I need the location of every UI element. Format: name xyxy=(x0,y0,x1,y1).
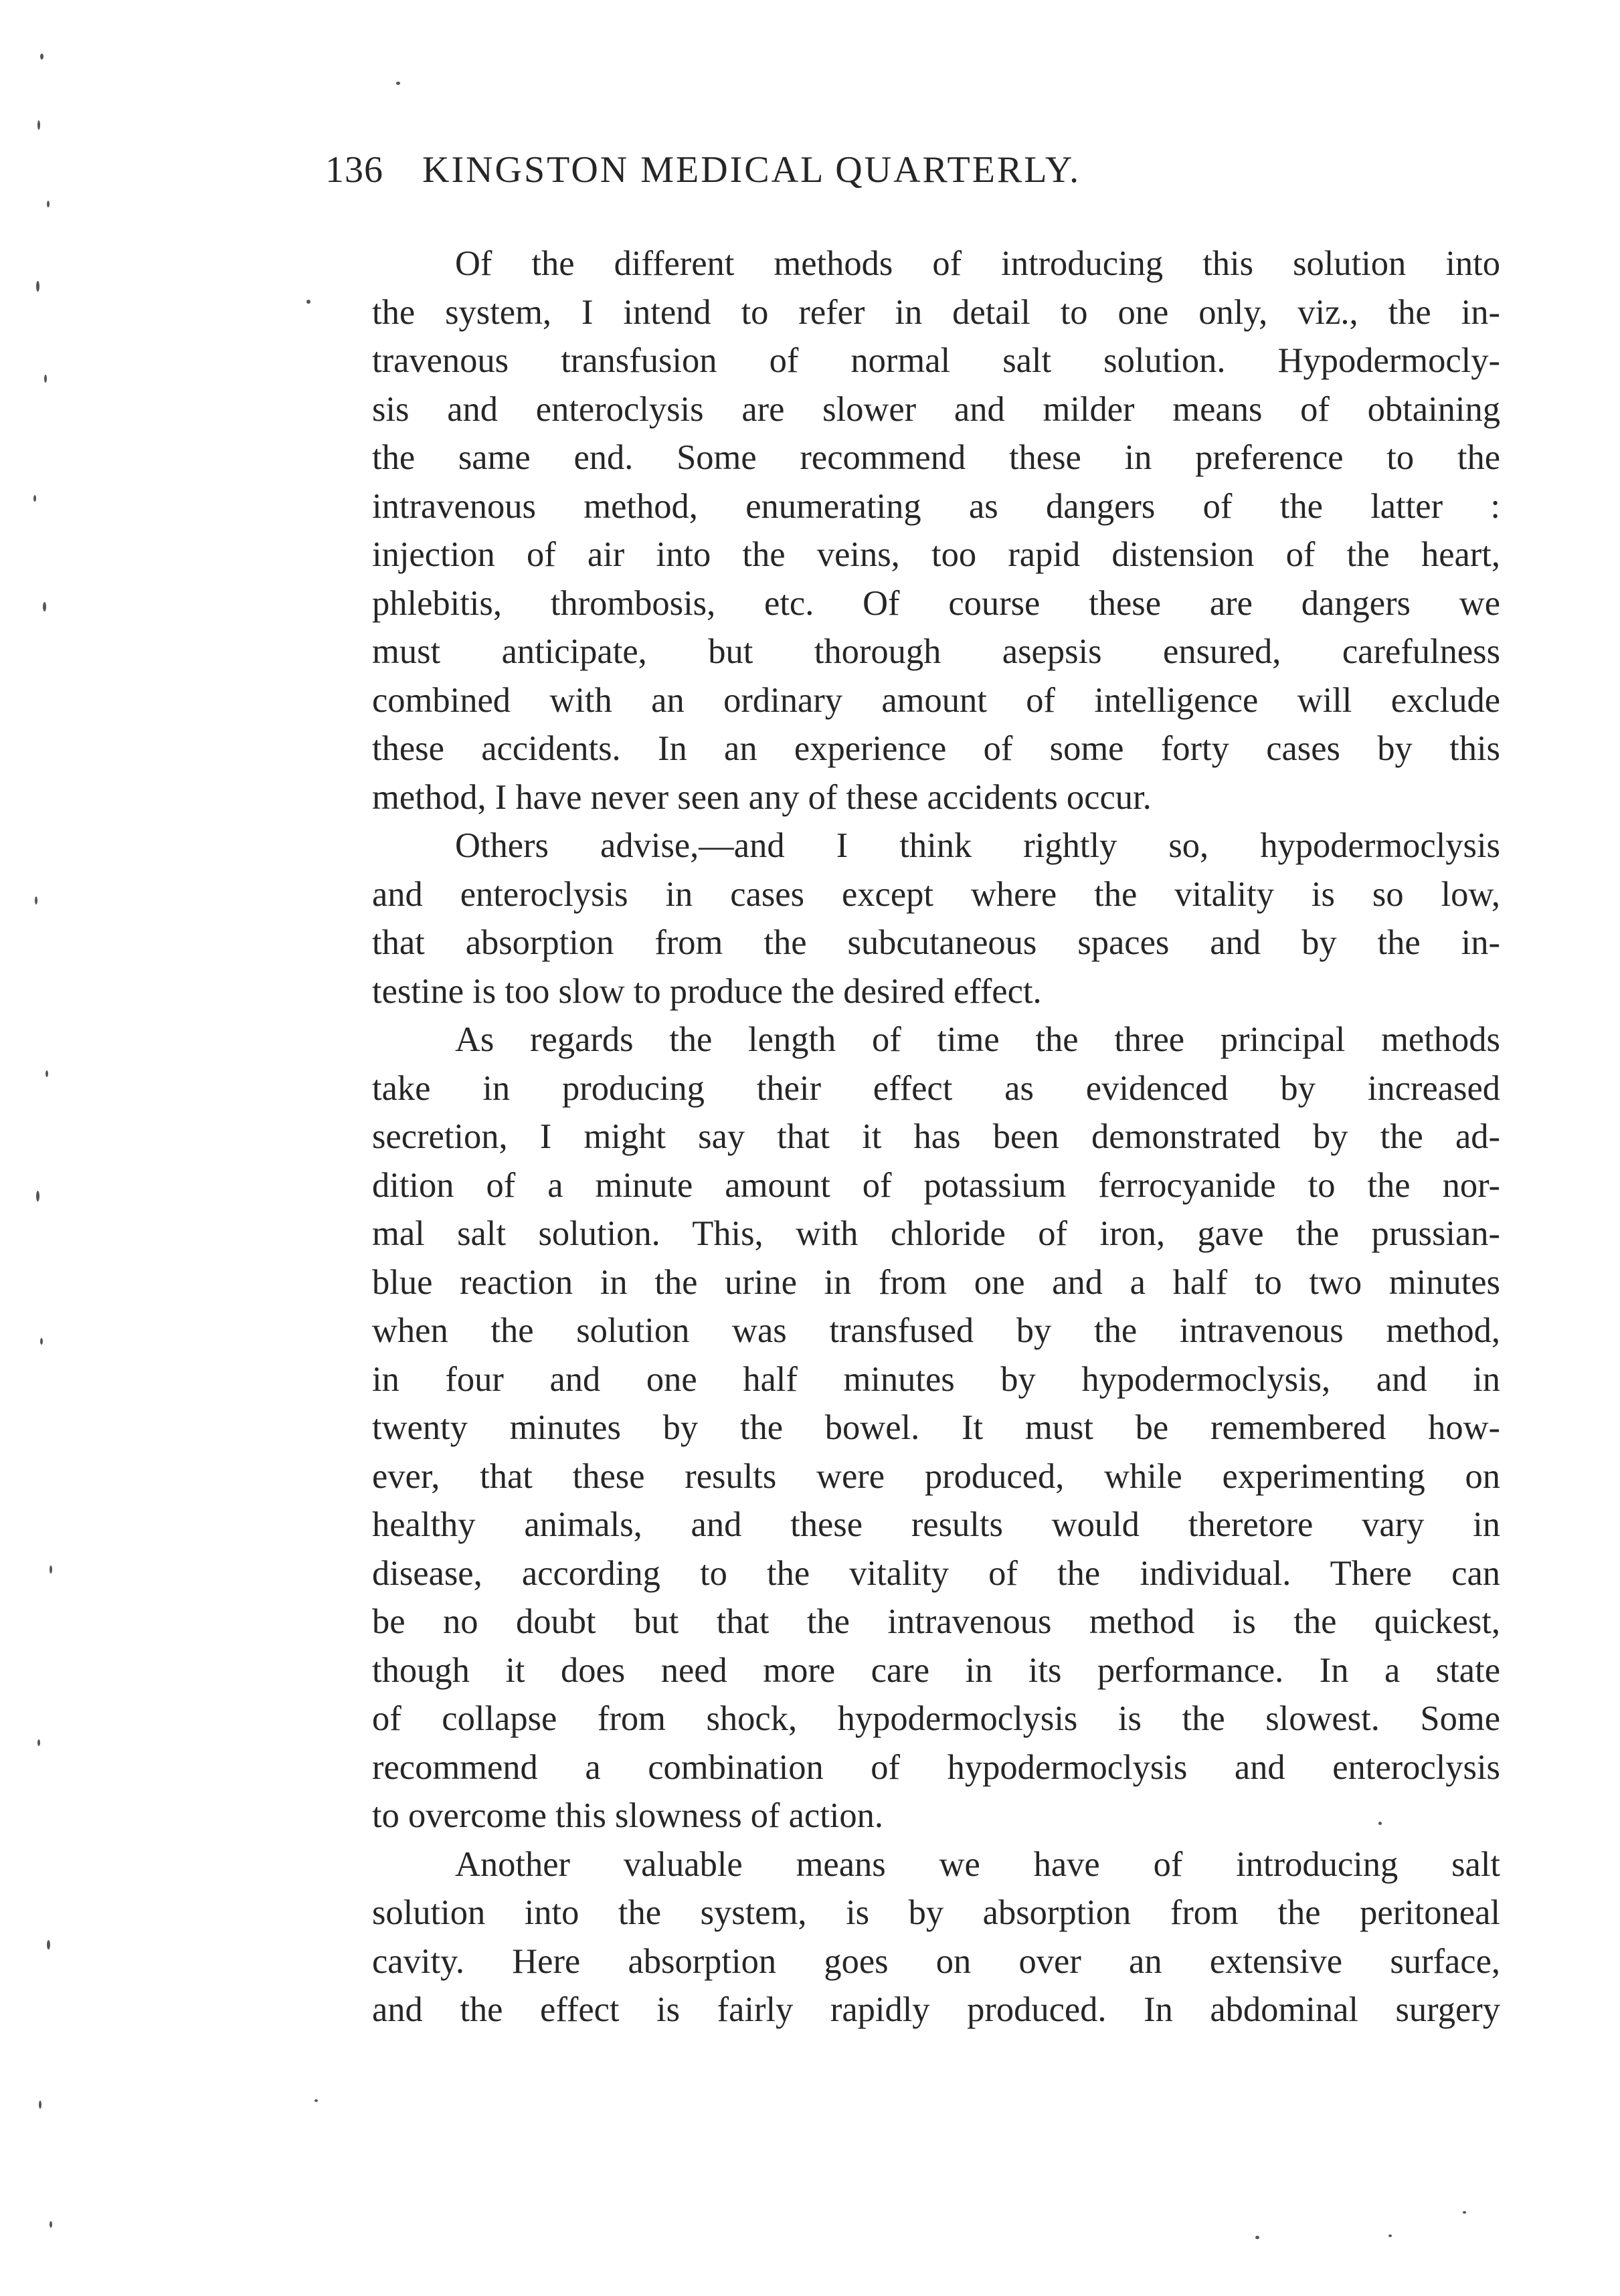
text-line: As regards the length of time the three principal methods xyxy=(455,1020,1500,1059)
page-speck xyxy=(1463,2211,1466,2214)
paragraph xyxy=(372,240,1500,822)
text-line: Of the different methods of introducing this solution into xyxy=(455,244,1500,283)
margin-speck xyxy=(40,54,43,60)
margin-speck xyxy=(43,602,46,611)
page-speck xyxy=(314,2099,318,2102)
margin-speck xyxy=(40,1338,43,1345)
text-line: disease, according to the vitality of the individual. There can xyxy=(372,1553,1500,1593)
paragraph xyxy=(372,1840,1500,2034)
margin-speck xyxy=(36,1191,39,1202)
text-line: the same end. Some recommend these in preference to the xyxy=(372,438,1500,477)
page-speck xyxy=(396,82,400,85)
page-speck xyxy=(1388,2234,1392,2237)
text-line: and enteroclysis in cases except where the vitality is so low, xyxy=(372,874,1500,914)
text-line: Others advise,—and I think rightly so, hypodermoclysis xyxy=(455,826,1500,865)
page-number: 136 xyxy=(325,149,383,191)
running-header xyxy=(325,149,1368,209)
text-line: solution into the system, is by absorption from the peritoneal xyxy=(372,1893,1500,1932)
text-line: in four and one half minutes by hypodermoclysis, and in xyxy=(372,1359,1500,1399)
text-line: these accidents. In an experience of some forty cases by this xyxy=(372,729,1500,768)
margin-speck xyxy=(36,281,39,292)
paragraph xyxy=(372,822,1500,1016)
paragraph xyxy=(372,1016,1500,1840)
text-line: be no doubt but that the intravenous method is the quickest, xyxy=(372,1602,1500,1641)
text-line: that absorption from the subcutaneous spaces and by the in- xyxy=(372,923,1500,962)
text-line: blue reaction in the urine in from one and a half to two minutes xyxy=(372,1262,1500,1302)
margin-speck xyxy=(37,1739,40,1746)
margin-speck xyxy=(37,120,40,130)
page-speck xyxy=(306,300,310,304)
margin-speck xyxy=(33,495,36,502)
text-line: mal salt solution. This, with chloride of iron, gave the prussian- xyxy=(372,1214,1500,1253)
margin-speck xyxy=(44,375,47,383)
text-line: Another valuable means we have of introducing salt xyxy=(455,1844,1500,1884)
margin-speck xyxy=(47,1940,50,1949)
margin-speck xyxy=(35,896,37,904)
text-line: though it does need more care in its performance. In a state xyxy=(372,1650,1500,1690)
text-line: injection of air into the veins, too rapid distension of the heart, xyxy=(372,535,1500,574)
text-line: ever, that these results were produced, while experimenting on xyxy=(372,1456,1500,1496)
text-line: phlebitis, thrombosis, etc. Of course these are dangers we xyxy=(372,583,1500,623)
margin-speck xyxy=(50,2221,52,2228)
text-line: when the solution was transfused by the intravenous method, xyxy=(372,1311,1500,1350)
text-line: must anticipate, but thorough asepsis ensured, carefulness xyxy=(372,632,1500,671)
margin-speck xyxy=(50,1565,52,1573)
text-line: testine is too slow to produce the desired effect. xyxy=(372,971,1042,1011)
body-text xyxy=(372,240,1500,2034)
text-line: of collapse from shock, hypodermoclysis is the slowest. Some xyxy=(372,1699,1500,1738)
text-line: to overcome this slowness of action. xyxy=(372,1796,884,1835)
margin-speck xyxy=(39,2101,41,2109)
text-line: and the effect is fairly rapidly produced. In abdominal surgery xyxy=(372,1990,1500,2029)
margin-speck xyxy=(47,201,50,207)
text-line: twenty minutes by the bowel. It must be remembered how- xyxy=(372,1408,1500,1447)
text-line: recommend a combination of hypodermoclysis and enteroclysis xyxy=(372,1747,1500,1787)
text-line: cavity. Here absorption goes on over an extensive surface, xyxy=(372,1941,1500,1981)
text-line: secretion, I might say that it has been demonstrated by the ad- xyxy=(372,1117,1500,1156)
text-line: healthy animals, and these results would theretore vary in xyxy=(372,1505,1500,1544)
text-line: intravenous method, enumerating as dangers of the latter : xyxy=(372,486,1500,526)
page-speck xyxy=(1255,2236,1259,2239)
text-line: the system, I intend to refer in detail to one only, viz., the in- xyxy=(372,292,1500,332)
text-line: travenous transfusion of normal salt solution. Hypodermocly- xyxy=(372,341,1500,380)
text-line: take in producing their effect as evidenced by increased xyxy=(372,1068,1500,1108)
text-line: combined with an ordinary amount of intelligence will exclude xyxy=(372,680,1500,720)
margin-specks xyxy=(20,27,100,2275)
text-line: dition of a minute amount of potassium ferrocyanide to the nor- xyxy=(372,1165,1500,1205)
running-title: KINGSTON MEDICAL QUARTERLY. xyxy=(422,149,1081,191)
text-line: method, I have never seen any of these accidents occur. xyxy=(372,777,1152,817)
text-line: sis and enteroclysis are slower and milder means of obtaining xyxy=(372,389,1500,429)
margin-speck xyxy=(46,1070,48,1077)
